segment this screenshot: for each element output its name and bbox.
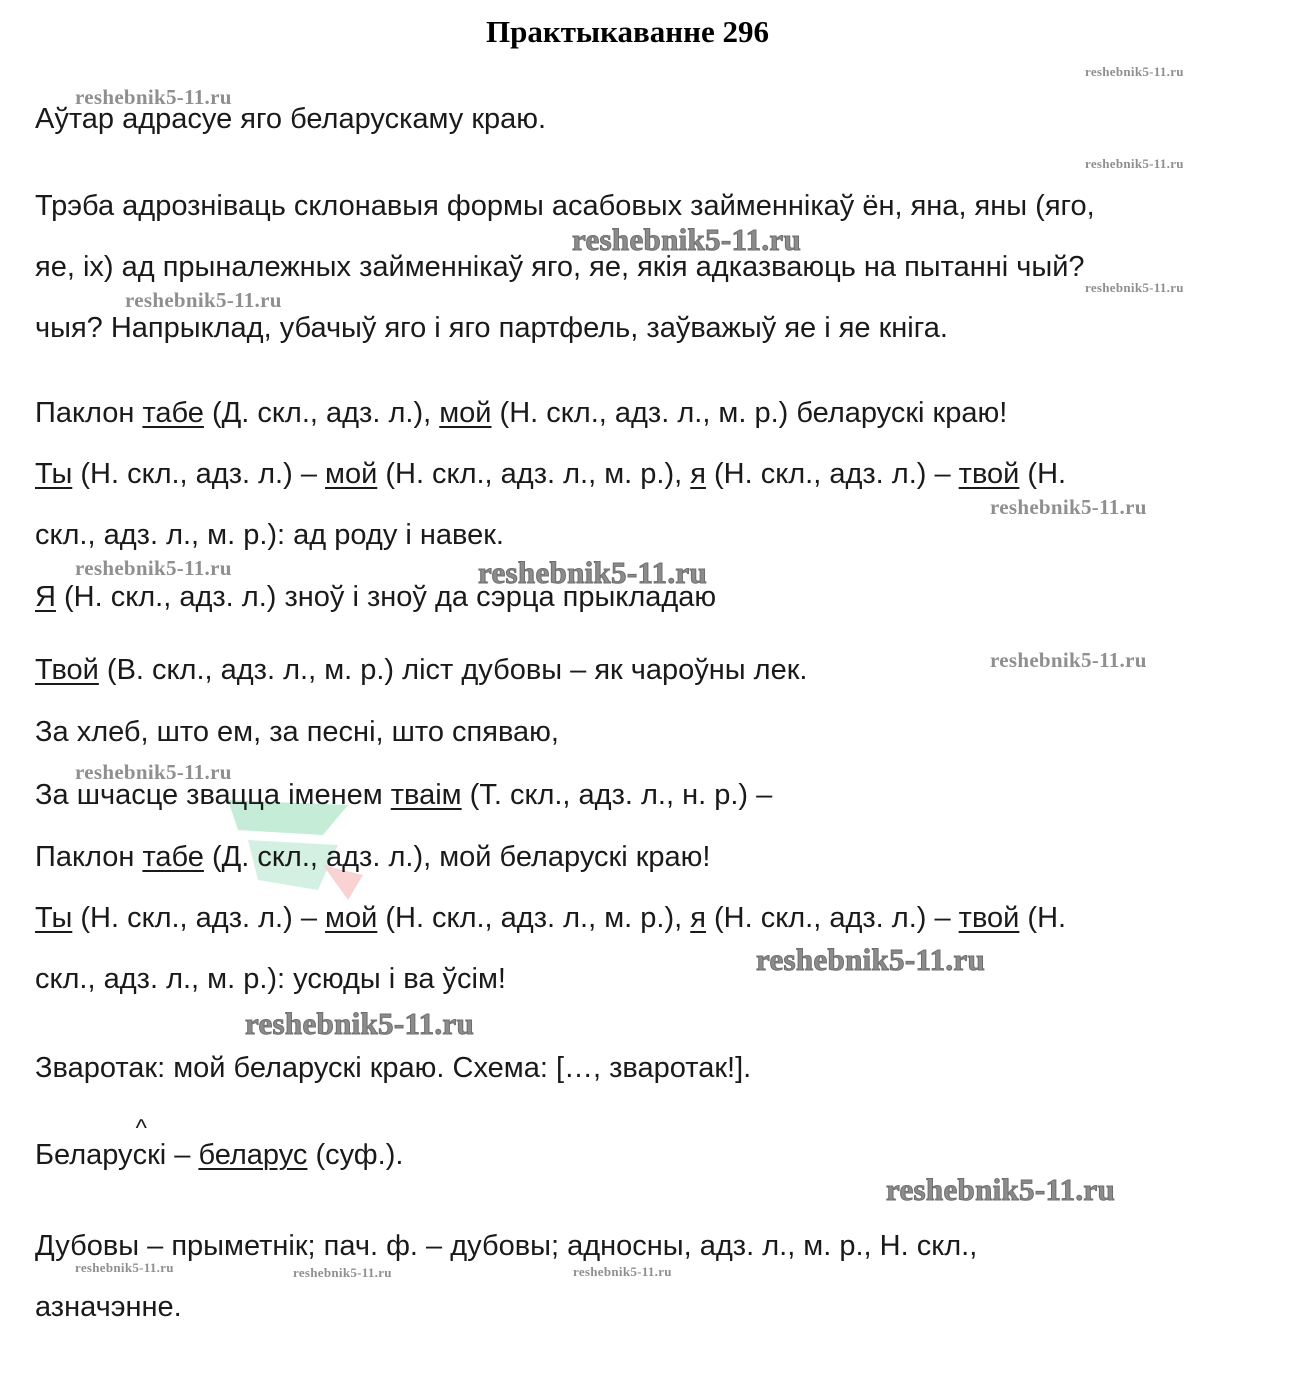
watermark: reshebnik5-11.ru <box>75 1260 174 1275</box>
text: (Н. скл., адз. л., м. р.) беларускі краю! <box>491 397 1008 429</box>
text: (Н. <box>1019 458 1067 490</box>
poem-line: скл., адз. л., м. р.): ад роду і навек. <box>35 519 504 551</box>
text: (Н. скл., адз. л.) зноў і зноў да сэрца прыкладаю <box>55 581 717 613</box>
text: (Н. скл., адз. л.) – <box>705 902 959 934</box>
intro-line: Аўтар адрасуе яго беларускаму краю. <box>35 103 547 135</box>
watermark: reshebnik5-11.ru <box>990 648 1147 672</box>
pronoun: Твой <box>35 654 99 686</box>
text: (суф.). <box>307 1139 404 1171</box>
pronoun: Я <box>35 581 56 613</box>
text: (Т. скл., адз. л., н. р.) – <box>461 779 773 811</box>
pronoun: я <box>690 458 706 490</box>
text: (Н. скл., адз. л.) – <box>72 458 326 490</box>
pronoun: мой <box>325 458 378 490</box>
text: (Д. скл., адз. л.), мой беларускі краю! <box>203 841 711 873</box>
watermark: reshebnik5-11.ru <box>886 1172 1116 1207</box>
text: Паклон <box>35 841 143 873</box>
watermark: reshebnik5-11.ru <box>125 288 282 312</box>
watermark: reshebnik5-11.ru <box>478 555 708 590</box>
watermark: reshebnik5-11.ru <box>75 760 232 784</box>
pronoun: табе <box>142 841 204 873</box>
pronoun: твой <box>958 458 1020 490</box>
poem-line <box>35 903 1066 935</box>
intro-line: чыя? Напрыклад, убачыў яго і яго партфель, заўважыў яе і яе кніга. <box>35 312 948 344</box>
text: (Н. <box>1019 902 1067 934</box>
poem-line: За хлеб, што ем, за песні, што спяваю, <box>35 716 559 748</box>
intro-line: яе, іх) ад прыналежных займеннікаў яго, яе, якія адказваюць на пытанні чый? <box>35 251 1085 283</box>
pronoun: твой <box>958 902 1020 934</box>
watermark: reshebnik5-11.ru <box>1085 64 1184 79</box>
pronoun: мой <box>439 397 492 429</box>
watermark: reshebnik5-11.ru <box>245 1006 475 1041</box>
poem-line <box>35 780 772 812</box>
word-base: беларус <box>198 1139 308 1171</box>
pronoun: Ты <box>35 902 73 934</box>
text: (Д. скл., адз. л.), <box>203 397 440 429</box>
watermark: reshebnik5-11.ru <box>990 495 1147 519</box>
adjective-analysis: Дубовы – прыметнік; пач. ф. – дубовы; адносны, адз. л., м. р., Н. скл., <box>35 1230 978 1262</box>
watermark: reshebnik5-11.ru <box>572 222 802 257</box>
text: За шчасце звацца іменем <box>35 779 391 811</box>
poem-line <box>35 582 716 614</box>
page-title: Практыкаванне 296 <box>485 14 769 49</box>
text: Паклон <box>35 397 143 429</box>
watermark: reshebnik5-11.ru <box>1085 280 1184 295</box>
text: с <box>132 1139 148 1171</box>
pronoun: я <box>690 902 706 934</box>
pronoun: тваім <box>390 779 462 811</box>
watermark: reshebnik5-11.ru <box>293 1265 392 1280</box>
poem-line <box>35 459 1066 491</box>
word-analysis <box>35 1115 404 1172</box>
poem-line: скл., адз. л., м. р.): усюды і ва ўсім! <box>35 963 506 995</box>
poem-line <box>35 398 1007 430</box>
text: Белару <box>35 1139 133 1171</box>
watermark: reshebnik5-11.ru <box>75 85 232 109</box>
watermark: reshebnik5-11.ru <box>756 942 986 977</box>
watermark: reshebnik5-11.ru <box>75 556 232 580</box>
text: кі – <box>147 1139 199 1171</box>
pronoun: мой <box>325 902 378 934</box>
pronoun: Ты <box>35 458 73 490</box>
intro-line: Трэба адрозніваць склонавыя формы асабовых займеннікаў ён, яна, яны (яго, <box>35 190 1095 222</box>
text: (В. скл., адз. л., м. р.) ліст дубовы – як чароўны лек. <box>98 654 808 686</box>
suffix-hat-icon: ^ <box>135 1115 147 1142</box>
watermark: reshebnik5-11.ru <box>1085 156 1184 171</box>
poem-line <box>35 655 807 687</box>
suffix-mark <box>132 1115 148 1172</box>
text: (Н. скл., адз. л.) – <box>705 458 959 490</box>
poem-line <box>35 842 710 874</box>
text: (Н. скл., адз. л., м. р.), <box>377 902 691 934</box>
address-analysis: Зваротак: мой беларускі краю. Схема: […, зваротак!]. <box>35 1052 752 1084</box>
watermark: reshebnik5-11.ru <box>573 1264 672 1279</box>
pronoun: табе <box>142 397 204 429</box>
adjective-analysis: азначэнне. <box>35 1291 182 1323</box>
text: (Н. скл., адз. л.) – <box>72 902 326 934</box>
text: (Н. скл., адз. л., м. р.), <box>377 458 691 490</box>
